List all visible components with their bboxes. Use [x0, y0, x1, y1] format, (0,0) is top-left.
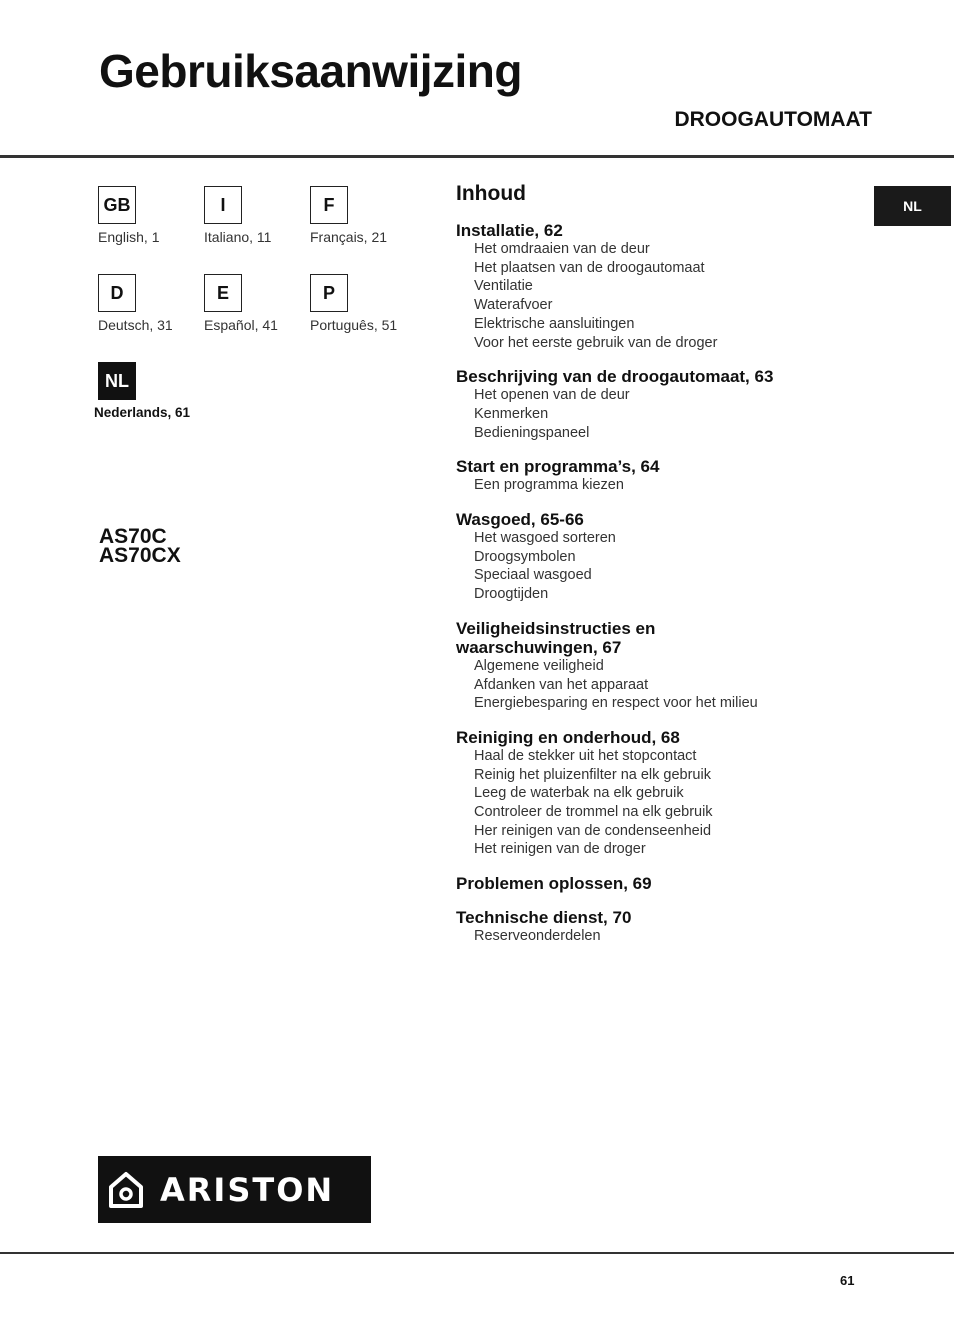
language-label: Español, 41	[204, 317, 278, 333]
language-label: English, 1	[98, 229, 160, 245]
top-divider	[0, 155, 954, 158]
toc-section-wasgoed	[456, 510, 856, 604]
toc-item: Het openen van de deur	[474, 387, 630, 404]
toc-item: Het plaatsen van de droogautomaat	[474, 259, 705, 276]
toc-section-start	[456, 457, 856, 495]
toc-item: Her reinigen van de condenseenheid	[474, 822, 712, 839]
language-code-box: D	[98, 274, 136, 312]
toc-section-technische-dienst	[456, 908, 856, 946]
language-e[interactable]	[204, 274, 304, 333]
toc-section-beschrijving	[456, 367, 856, 442]
toc-item: Het wasgoed sorteren	[474, 530, 616, 547]
toc-section-reiniging	[456, 728, 856, 859]
toc-section-title: Technische dienst, 70	[456, 908, 632, 928]
toc-section-veiligheid	[456, 619, 856, 713]
toc-item: Speciaal wasgoed	[474, 567, 592, 584]
toc-item: Haal de stekker uit het stopcontact	[474, 747, 697, 764]
language-f[interactable]	[310, 186, 410, 245]
toc-item: Elektrische aansluitingen	[474, 315, 635, 332]
toc-item: Reinig het pluizenfilter na elk gebruik	[474, 766, 711, 783]
language-label: Nederlands, 61	[94, 405, 191, 420]
toc-item: Afdanken van het apparaat	[474, 676, 649, 693]
ariston-logo	[98, 1156, 371, 1223]
bottom-divider	[0, 1252, 954, 1254]
toc-item: Ventilatie	[474, 278, 533, 295]
toc-item: Een programma kiezen	[474, 477, 624, 494]
language-nl[interactable]	[94, 362, 198, 420]
house-icon	[108, 1170, 144, 1210]
toc-item: Het reinigen van de droger	[474, 841, 646, 858]
toc-item: Het omdraaien van de deur	[474, 241, 650, 257]
toc-title: Inhoud	[456, 182, 526, 205]
language-i[interactable]	[204, 186, 304, 245]
model-number: AS70C	[99, 525, 167, 548]
toc-item: Waterafvoer	[474, 297, 553, 314]
language-code-box: E	[204, 274, 242, 312]
toc-section-title: Veiligheidsinstructies en	[456, 618, 656, 638]
language-code-box: P	[310, 274, 348, 312]
toc-item: Leeg de waterbak na elk gebruik	[474, 785, 684, 802]
toc-item: Controleer de trommel na elk gebruik	[474, 804, 713, 821]
toc-section-title: Installatie, 62	[456, 221, 563, 240]
brand-name: ARISTON	[160, 1170, 335, 1209]
toc-section-problemen	[456, 874, 856, 893]
page-title: Gebruiksaanwijzing	[99, 45, 522, 97]
toc-section-title: Wasgoed, 65-66	[456, 510, 584, 530]
language-d[interactable]	[98, 274, 198, 333]
model-number: AS70CX	[99, 544, 181, 567]
toc-item: Droogsymbolen	[474, 548, 576, 565]
toc-item: Voor het eerste gebruik van de droger	[474, 334, 718, 351]
toc-section-title: Beschrijving van de droogautomaat, 63	[456, 367, 774, 387]
toc-item: Bedieningspaneel	[474, 424, 590, 441]
toc-section-title: Start en programma’s, 64	[456, 457, 660, 477]
toc-section-title: Problemen oplossen, 69	[456, 874, 652, 894]
language-p[interactable]	[310, 274, 410, 333]
language-label: Italiano, 11	[204, 229, 272, 245]
toc-item: Reserveonderdelen	[474, 928, 601, 945]
language-label: Deutsch, 31	[98, 317, 173, 333]
toc-item: Kenmerken	[474, 405, 549, 422]
language-label: Français, 21	[310, 229, 388, 245]
language-label: Português, 51	[310, 317, 398, 333]
toc-section-installatie	[456, 221, 856, 352]
language-side-tab: NL	[874, 186, 951, 226]
model-numbers	[99, 527, 181, 565]
toc-section-title: Reiniging en onderhoud, 68	[456, 727, 680, 747]
language-code-box: GB	[98, 186, 136, 224]
table-of-contents	[456, 182, 856, 961]
toc-item: Energiebesparing en respect voor het milieu	[474, 695, 758, 712]
product-type: DROOGAUTOMAAT	[674, 108, 872, 131]
language-gb[interactable]	[98, 186, 198, 245]
language-code-box: I	[204, 186, 242, 224]
toc-section-title: waarschuwingen, 67	[456, 637, 622, 657]
language-code-box: NL	[98, 362, 136, 400]
page-number: 61	[840, 1273, 855, 1288]
toc-item: Droogtijden	[474, 586, 549, 603]
toc-item: Algemene veiligheid	[474, 657, 604, 674]
language-code-box: F	[310, 186, 348, 224]
